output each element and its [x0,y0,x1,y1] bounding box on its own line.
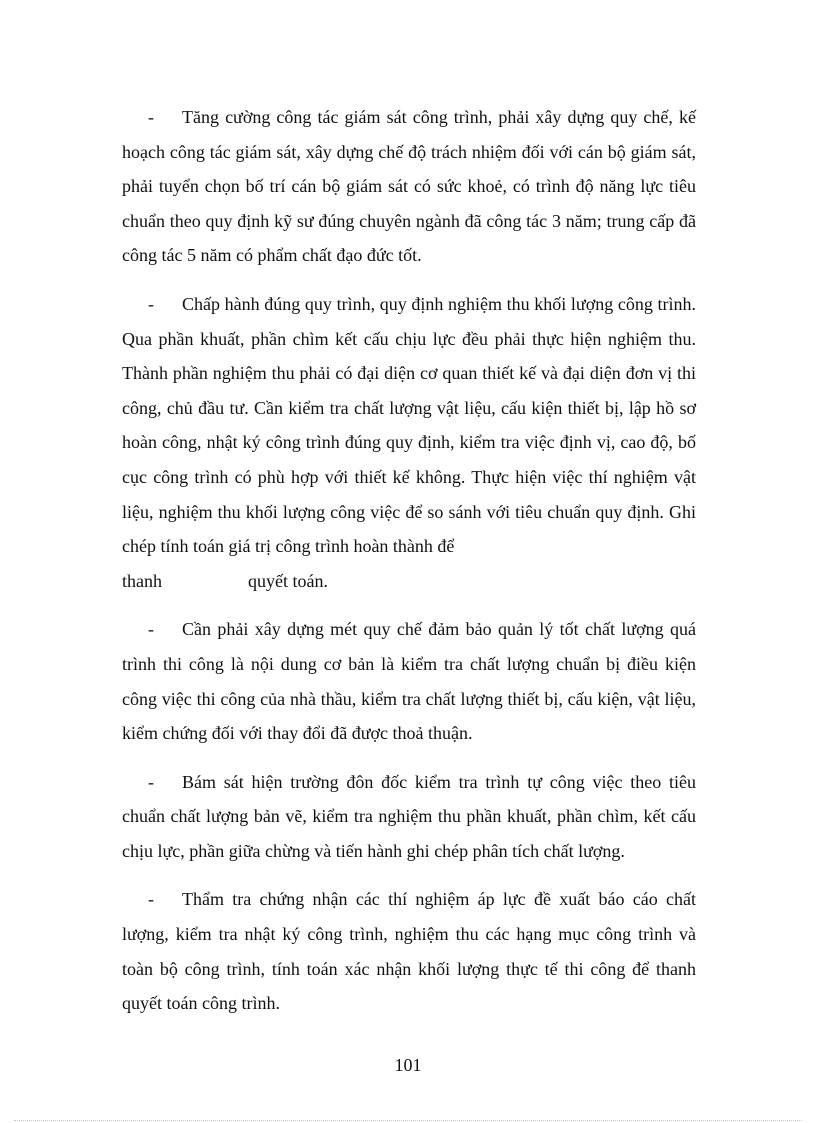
paragraph-2-tail-left: thanh [122,570,162,591]
paragraph-4-text: Bám sát hiện trường đôn đốc kiểm tra trình tự công việc theo tiêu chuẩn chất lượng bản vẽ, kiểm tra nghiệm thu phần khuất, phần chìm, kết cấu chịu lực, phần giữa chừng và tiến hành ghi chép phân tích chất lượng. [122,771,696,861]
paragraph-2 [122,287,696,598]
bullet-dash: - [148,889,154,910]
paragraph-3 [122,612,696,750]
bullet-dash: - [148,107,154,127]
paragraph-2-tail-right: quyết toán. [248,570,328,591]
paragraph-4 [122,765,696,869]
bullet-dash: - [148,771,154,792]
paragraph-3-text: Cần phải xây dựng mét quy chế đảm bảo quản lý tốt chất lượng quá trình thi công là nội dung cơ bản là kiểm tra chất lượng chuẩn bị điều kiện công việc thi công của nhà thầu, kiểm tra chất lượng thiết bị, cấu kiện, vật liệu, kiểm chứng đối với thay đổi đã được thoả thuận. [122,619,696,744]
paragraph-5 [122,882,696,1020]
paragraph-2-text: Chấp hành đúng quy trình, quy định nghiệm thu khối lượng công trình. Qua phần khuất, phần chìm kết cấu chịu lực đều phải thực hiện nghiệm thu. Thành phần nghiệm thu phải có đại diện cơ quan thiết kế và đại diện đơn vị thi công, chủ đầu tư. Cần kiểm tra chất lượng vật liệu, cấu kiện thiết bị, lập hồ sơ hoàn công, nhật ký công trình đúng quy định, kiểm tra việc định vị, cao độ, bố cục công trình có phù hợp với thiết kế không. Thực hiện việc thí nghiệm vật liệu, nghiệm thu khối lượng công việc để so sánh với tiêu chuẩn quy định. Ghi chép tính toán giá trị công trình hoàn thành để [122,293,696,557]
bullet-dash: - [148,619,154,640]
footer-divider [14,1120,802,1121]
bullet-dash: - [148,293,154,314]
paragraph-5-text: Thẩm tra chứng nhận các thí nghiệm áp lực đề xuất báo cáo chất lượng, kiểm tra nhật ký công trình, nghiệm thu các hạng mục công trình và toàn bộ công trình, tính toán xác nhận khối lượng thực tế thi công để thanh quyết toán công trình. [122,889,696,1014]
page-number: 101 [394,1055,422,1075]
body-text [122,100,696,1035]
paragraph-1 [122,100,696,273]
paragraph-1-text: Tăng cường công tác giám sát công trình, phải xây dựng quy chế, kế hoạch công tác giám sát, xây dựng chế độ trách nhiệm đối với cán bộ giám sát, phải tuyển chọn bố trí cán bộ giám sát có sức khoẻ, có trình độ năng lực tiêu chuẩn theo quy định kỹ sư đúng chuyên ngành đã công tác 3 năm; trung cấp đã công tác 5 năm có phẩm chất đạo đức tốt. [122,107,696,266]
